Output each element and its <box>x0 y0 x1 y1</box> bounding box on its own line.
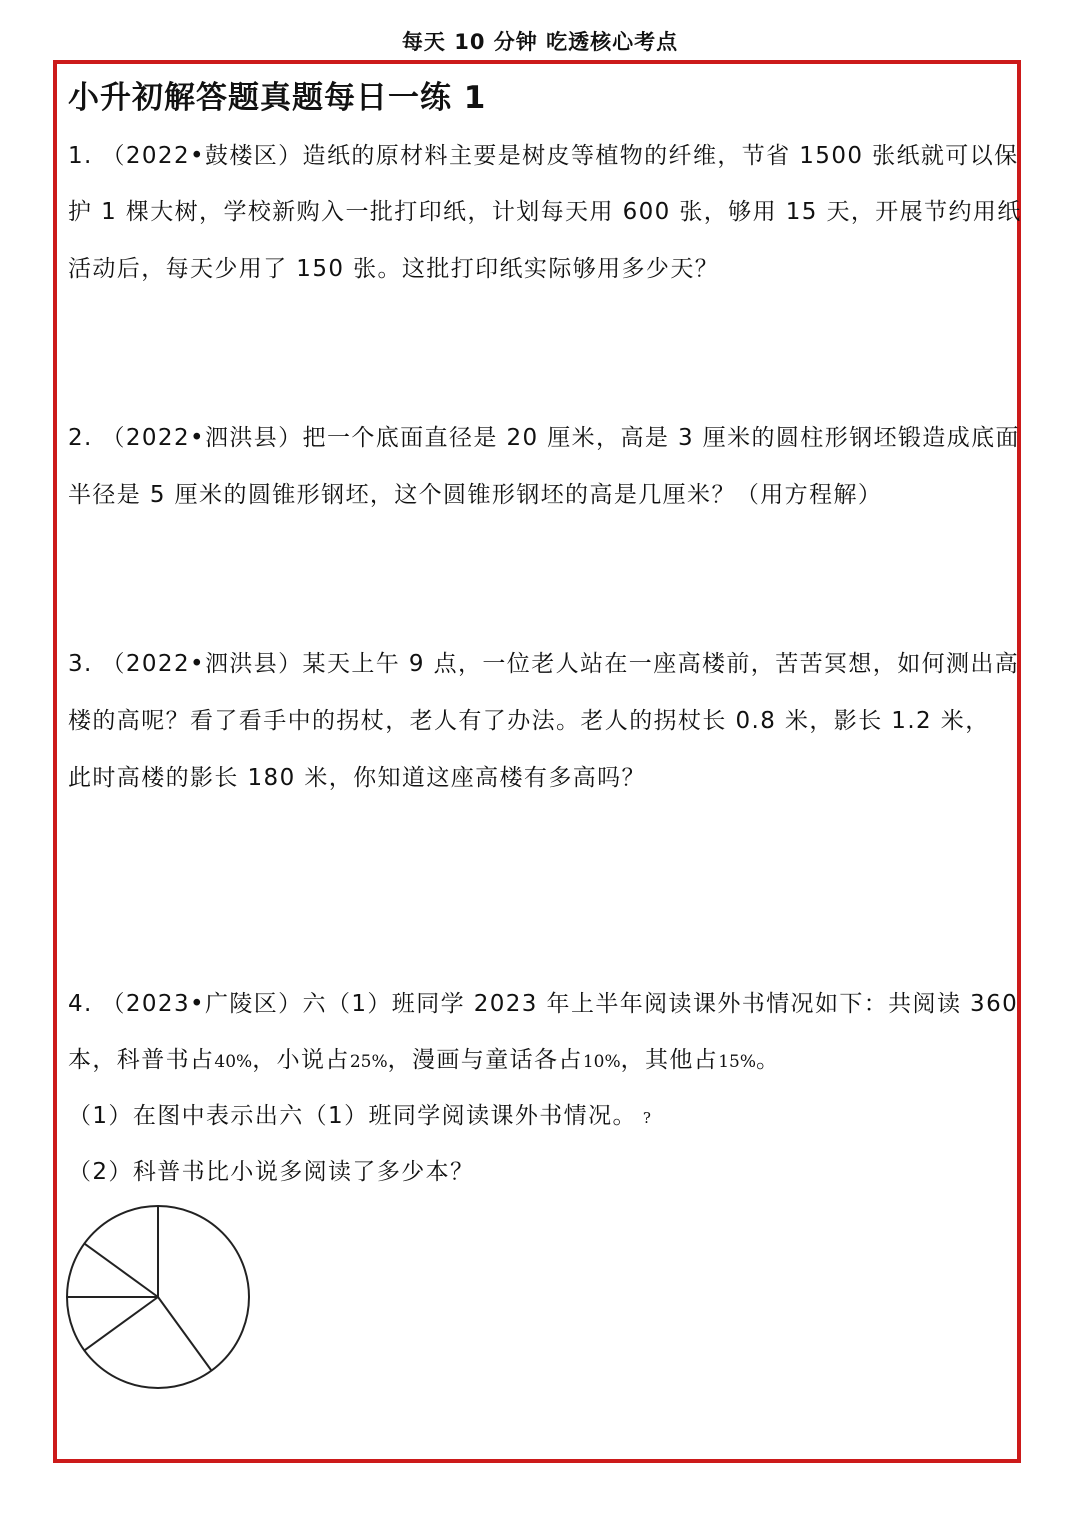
stray-question-mark: ? <box>642 1109 651 1127</box>
question-1-line-1: 1. （2022•鼓楼区）造纸的原材料主要是树皮等植物的纤维，节省 1500 张纸就可以保 <box>68 143 1019 169</box>
percent-other: 15% <box>718 1052 757 1072</box>
page-header: 每天 10 分钟 吃透核心考点 <box>401 30 679 54</box>
percent-novel: 25% <box>349 1052 388 1072</box>
worksheet-title: 小升初解答题真题每日一练 1 <box>68 80 487 116</box>
question-4-line-1: 4. （2023•广陵区）六（1）班同学 2023 年上半年阅读课外书情况如下：共阅读 360 <box>68 991 1019 1017</box>
question-4-line-2: 本，科普书占40%，小说占25%，漫画与童话各占10%，其他占15%。 <box>68 1047 781 1073</box>
pie-chart <box>62 1205 262 1405</box>
pie-sector-divider <box>84 1297 158 1350</box>
question-4-sub-1: （1）在图中表示出六（1）班同学阅读课外书情况。 ? <box>68 1103 651 1129</box>
pie-sector-divider <box>84 1244 158 1297</box>
percent-science: 40% <box>214 1052 253 1072</box>
question-2-line-2: 半径是 5 厘米的圆锥形钢坯，这个圆锥形钢坯的高是几厘米？（用方程解） <box>68 482 883 508</box>
question-3-line-2: 楼的高呢？看了看手中的拐杖，老人有了办法。老人的拐杖长 0.8 米，影长 1.2 米， <box>68 708 990 734</box>
question-2-line-1: 2. （2022•泗洪县）把一个底面直径是 20 厘米，高是 3 厘米的圆柱形钢坯锻造成底面 <box>68 425 1020 451</box>
question-1-line-2: 护 1 棵大树，学校新购入一批打印纸，计划每天用 600 张，够用 15 天，开展节约用纸 <box>68 199 1022 225</box>
question-3-line-3: 此时高楼的影长 180 米，你知道这座高楼有多高吗？ <box>68 765 646 791</box>
percent-comic: 10% <box>582 1052 621 1072</box>
question-3-line-1: 3. （2022•泗洪县）某天上午 9 点，一位老人站在一座高楼前，苦苦冥想，如何测出高 <box>68 651 1020 677</box>
pie-sector-divider <box>158 1297 211 1371</box>
question-4-sub-2: （2）科普书比小说多阅读了多少本？ <box>68 1159 475 1185</box>
question-1-line-3: 活动后，每天少用了 150 张。这批打印纸实际够用多少天？ <box>68 256 720 282</box>
